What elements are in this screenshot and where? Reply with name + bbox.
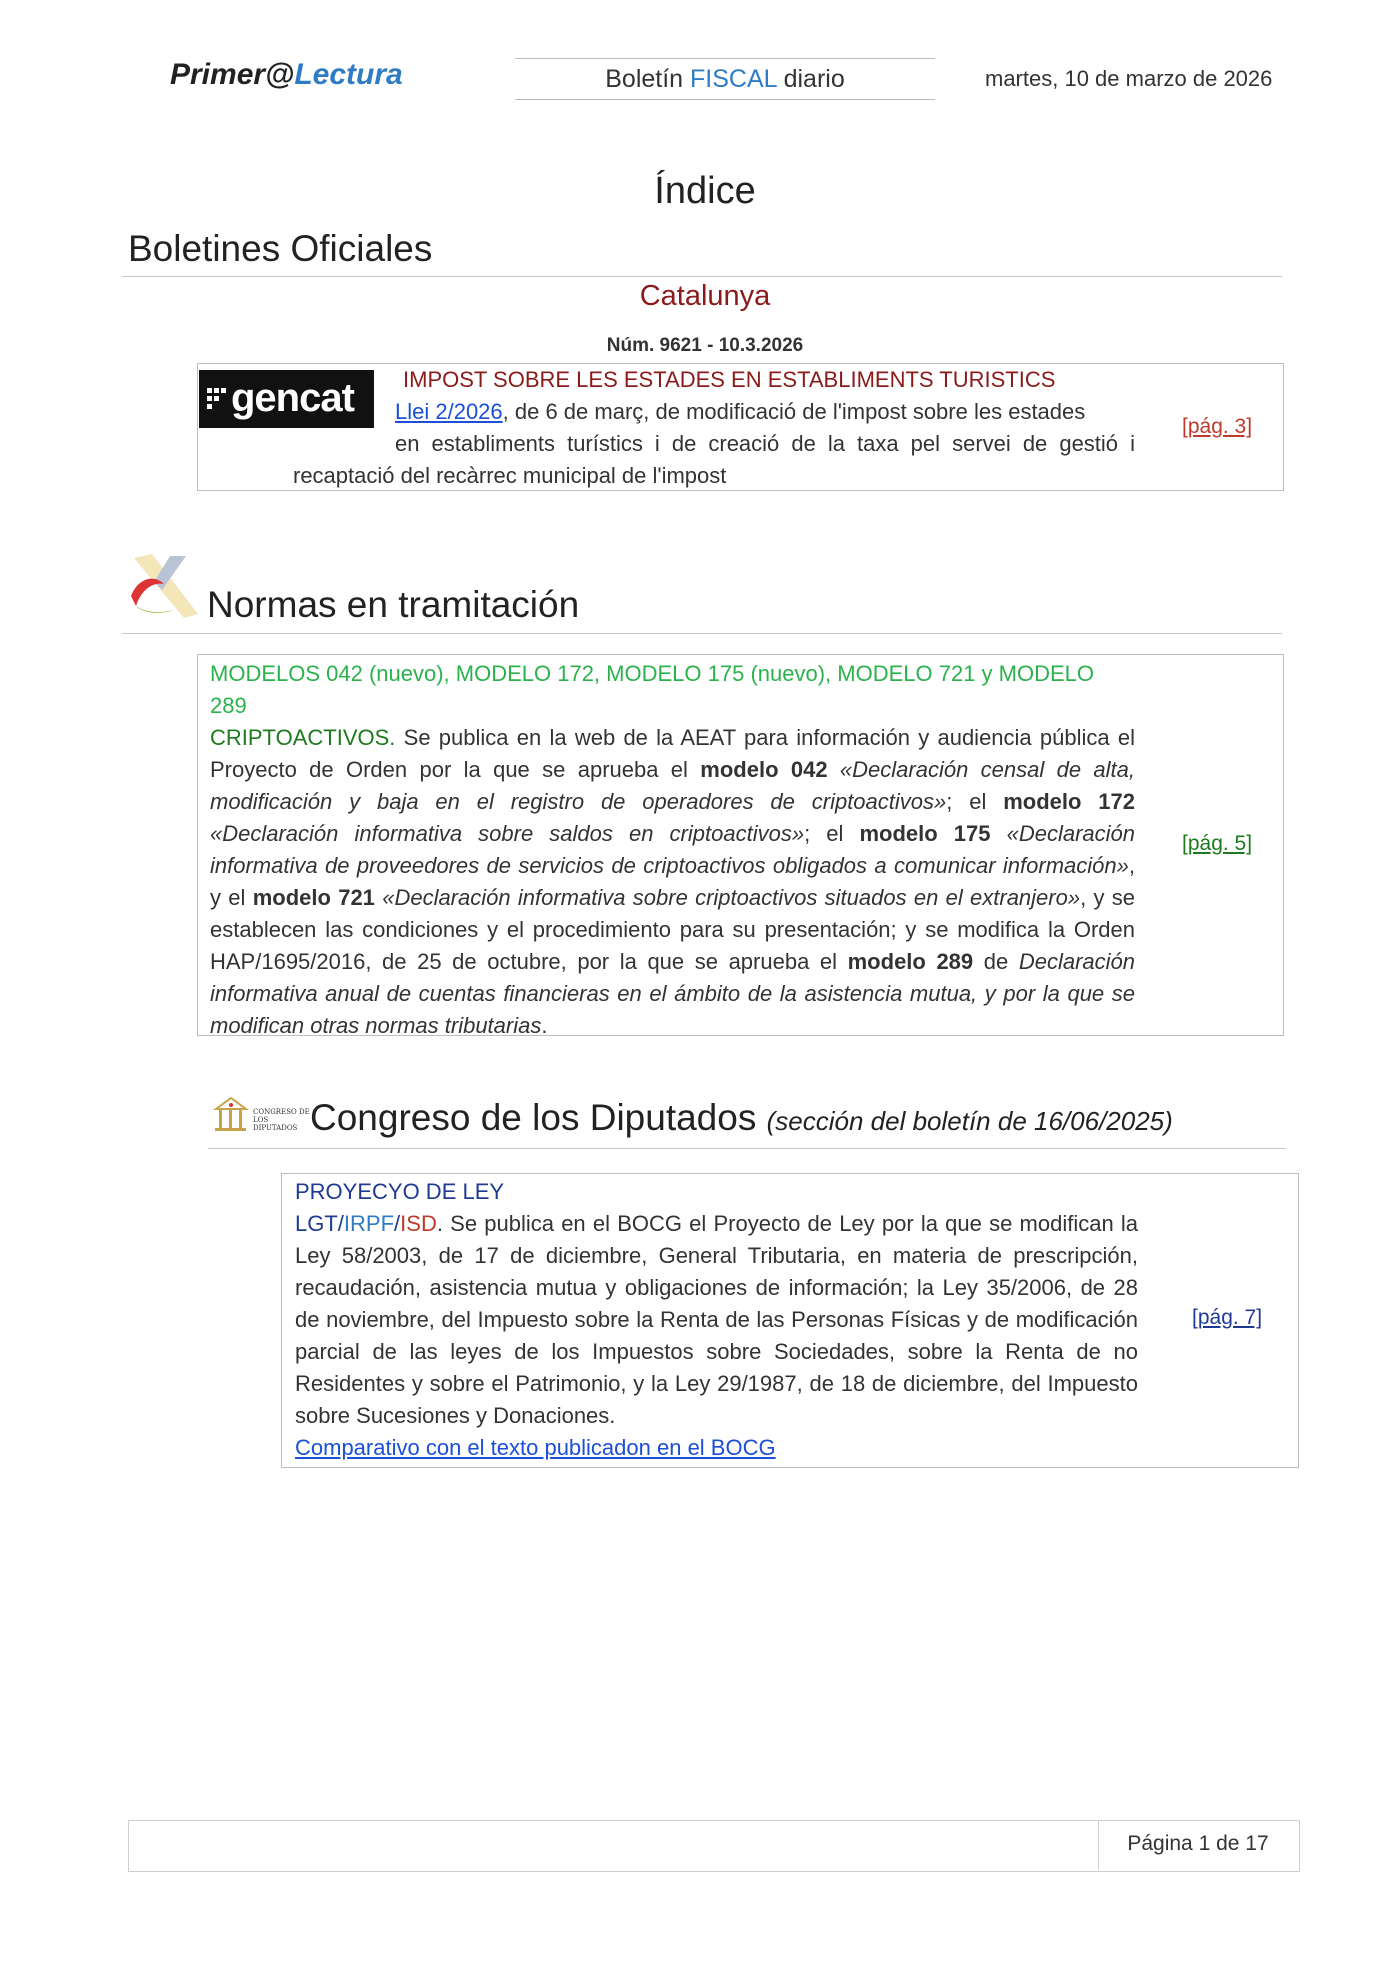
normas-entry-body — [210, 722, 1135, 1042]
normas-entry-title-line1: MODELOS 042 (nuevo), MODELO 172, MODELO 175 (nuevo), MODELO 721 y MODELO — [210, 661, 1094, 686]
body-text: , y el — [210, 853, 1135, 910]
gencat-logo-text: gencat — [231, 376, 354, 420]
body-text: Se publica en la web de la AEAT para información y audiencia pública el Proyecto de Orden por la que se aprueba el — [210, 725, 1135, 782]
body-text: , y se establecen las condiciones y el procedimiento para su presentación; y se modifica la Orden HAP/1695/2016, de 25 de octubre, por la que se aprueba el — [210, 885, 1136, 974]
bulletin-number: Núm. 9621 - 10.3.2026 — [606, 335, 804, 356]
gencat-entry-line3: recaptació del recàrrec municipal de l'impost — [293, 463, 727, 488]
normas-entry-title-line2: 289 — [210, 693, 247, 718]
gencat-entry-line2: en establiments turístics i de creació de la taxa pel servei de gestió i — [395, 431, 1135, 456]
congreso-emblem-icon — [210, 1095, 252, 1135]
page-link-7[interactable]: [pág. 7] — [1192, 1306, 1263, 1329]
congreso-logo — [210, 1095, 310, 1135]
llei-link[interactable]: Llei 2/2026 — [395, 399, 503, 424]
gencat-entry-line1 — [395, 396, 1135, 428]
section-heading-congreso — [310, 1097, 1173, 1139]
comparativo-link[interactable]: Comparativo con el texto publicadon en el BOCG — [295, 1435, 776, 1460]
body-italic: «Declaración censal de alta, modificación y baja en el registro de operadores de criptoactivos» — [210, 757, 1135, 814]
section-heading-boletines: Boletines Oficiales — [128, 228, 433, 269]
bulletin-title — [515, 58, 935, 100]
tag-irpf: IRPF — [343, 1211, 395, 1236]
gencat-entry-title: IMPOST SOBRE LES ESTADES EN ESTABLIMENTS TURISTICS — [403, 367, 1056, 392]
gencat-entry-text-a: , de 6 de març, de modificació de l'impost sobre les estades — [502, 399, 1086, 424]
bulletin-title-post: diario — [776, 65, 845, 93]
body-bold: modelo 721 — [252, 885, 375, 910]
body-italic: «Declaración informativa de proveedores de servicios de criptoactivos obligados a comunicar información» — [210, 821, 1136, 878]
body-bold: modelo 172 — [1003, 789, 1135, 814]
bulletin-title-fiscal: FISCAL — [690, 65, 777, 93]
page-link-5[interactable]: [pág. 5] — [1182, 832, 1253, 855]
congreso-entry-body — [295, 1208, 1138, 1432]
congreso-logo-caption-1: CONGRESO DE — [253, 1108, 310, 1116]
body-text: ; el — [946, 789, 1004, 814]
keyword-criptoactivos: CRIPTOACTIVOS. — [210, 725, 396, 750]
aeat-logo-icon — [128, 548, 206, 620]
congreso-subheading: (sección del boletín de 16/06/2025) — [766, 1106, 1173, 1136]
bulletin-title-pre: Boletín — [605, 65, 691, 93]
page-number: Página 1 de 17 — [1127, 1832, 1269, 1855]
congreso-entry-title: PROYECYO DE LEY — [295, 1179, 505, 1204]
body-italic: Declaración informativa anual de cuentas financieras en el ámbito de la asistencia mutua, y por la que se modifican otras normas tributarias — [210, 949, 1135, 1038]
brand-logo-part1: Primer@ — [170, 58, 295, 91]
tag-separator: / — [394, 1211, 401, 1236]
tag-isd: ISD — [400, 1211, 437, 1236]
body-text: . Se publica en el BOCG el Proyecto de Ley por la que se modifican la Ley 58/2003, de 17 de diciembre, General Tributaria, en materia de prescripción, recaudación, asistencia mutua y obligaciones de información; la Ley 35/2006, de 28 de noviembre, del Impuesto sobre la Renta de las Personas Físicas y de modificación parcial de las leyes de los Impuestos sobre Sociedades, sobre la Renta de no Residentes y sobre el Patrimonio, y la Ley 29/1987, de 18 de diciembre, del Impuesto sobre Sucesiones y Donaciones. — [295, 1211, 1138, 1428]
body-bold: modelo 175 — [859, 821, 991, 846]
tag-lgt: LGT — [295, 1211, 338, 1236]
brand-logo-part2: Lectura — [294, 58, 403, 91]
body-italic: «Declaración informativa sobre criptoactivos situados en el extranjero» — [374, 885, 1081, 910]
body-bold: modelo 042 — [700, 757, 828, 782]
gencat-logo — [199, 370, 374, 428]
body-bold: modelo 289 — [847, 949, 974, 974]
body-text: ; el — [804, 821, 860, 846]
section-divider — [122, 633, 1282, 634]
body-text: de — [973, 949, 1019, 974]
brand-logo — [170, 58, 403, 92]
header-date: martes, 10 de marzo de 2026 — [985, 66, 1273, 91]
section-heading-normas: Normas en tramitación — [207, 584, 580, 625]
body-text: . — [541, 1013, 548, 1038]
index-title: Índice — [654, 170, 756, 212]
region-title: Catalunya — [639, 280, 771, 312]
congreso-logo-caption-2: LOS DIPUTADOS — [253, 1116, 298, 1132]
body-italic: «Declaración informativa sobre saldos en criptoactivos» — [210, 821, 805, 846]
tag-separator: / — [337, 1211, 344, 1236]
page-link-3[interactable]: [pág. 3] — [1182, 415, 1253, 438]
section-divider — [122, 276, 1282, 277]
gencat-dots-icon — [207, 388, 227, 410]
section-divider — [208, 1148, 1286, 1149]
congreso-logo-caption — [253, 1108, 310, 1132]
congreso-heading-text: Congreso de los Diputados — [310, 1097, 757, 1138]
